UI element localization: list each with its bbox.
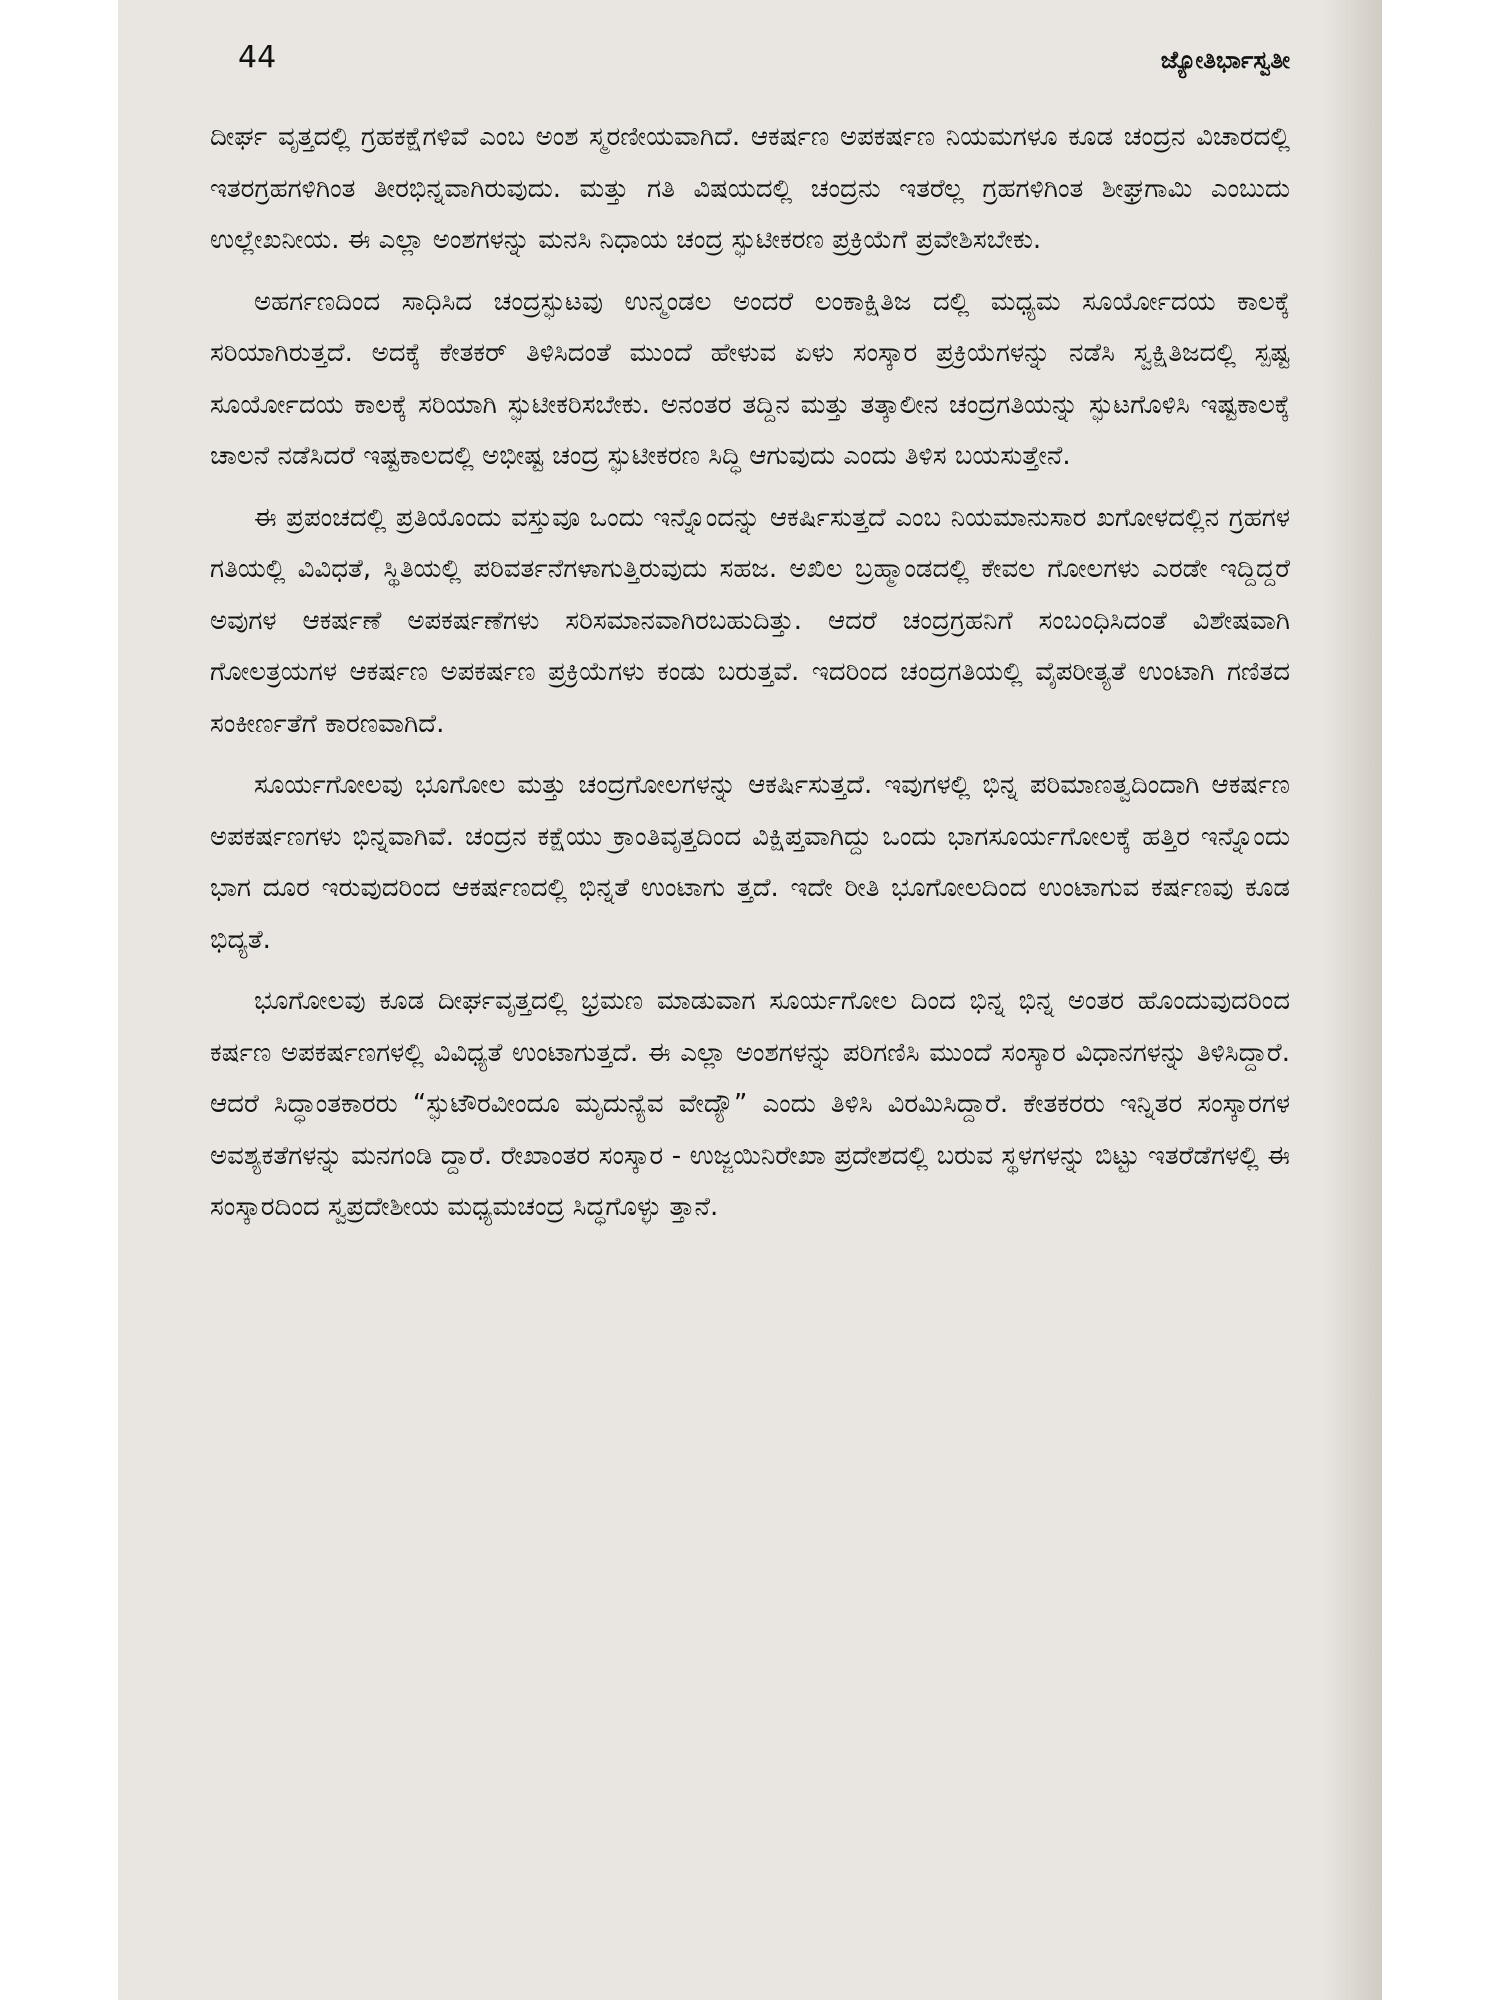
page-number: 44	[238, 40, 277, 75]
paragraph-5: ಭೂಗೋಲವು ಕೂಡ ದೀರ್ಘವೃತ್ತದಲ್ಲಿ ಭ್ರಮಣ ಮಾಡುವಾಗ ಸೂರ್ಯಗೋಲ ದಿಂದ ಭಿನ್ನ ಭಿನ್ನ ಅಂತರ ಹೊಂದುವುದರಿಂದ ಕರ್ಷಣ ಅಪಕರ್ಷಣಗಳಲ್ಲಿ ವಿವಿಧ್ಯತೆ ಉಂಟಾಗುತ್ತದೆ. ಈ ಎಲ್ಲಾ ಅಂಶಗಳನ್ನು ಪರಿಗಣಿಸಿ ಮುಂದೆ ಸಂಸ್ಕಾರ ವಿಧಾನಗಳನ್ನು ತಿಳಿಸಿದ್ದಾರೆ. ಆದರೆ ಸಿದ್ಧಾಂತಕಾರರು “ಸ್ಫುಟೌರವೀಂದೂ ಮೃದುನ್ಯೆವ ವೇದ್ಯೌ” ಎಂದು ತಿಳಿಸಿ ವಿರಮಿಸಿದ್ದಾರೆ. ಕೇತಕರರು ಇನ್ನಿತರ ಸಂಸ್ಕಾರಗಳ ಅವಶ್ಯಕತೆಗಳನ್ನು ಮನಗಂಡಿ ದ್ದಾರೆ. ರೇಖಾಂತರ ಸಂಸ್ಕಾರ - ಉಜ್ಜಯಿನಿರೇಖಾ ಪ್ರದೇಶದಲ್ಲಿ ಬರುವ ಸ್ಥಳಗಳನ್ನು ಬಿಟ್ಟು ಇತರೆಡೆಗಳಲ್ಲಿ ಈ ಸಂಸ್ಕಾರದಿಂದ ಸ್ವಪ್ರದೇಶೀಯ ಮಧ್ಯಮಚಂದ್ರ ಸಿದ್ಧಗೊಳ್ಳು ತ್ತಾನೆ.	[210, 986, 1290, 1222]
paragraph-3: ಈ ಪ್ರಪಂಚದಲ್ಲಿ ಪ್ರತಿಯೊಂದು ವಸ್ತುವೂ ಒಂದು ಇನ್ನೊಂದನ್ನು ಆಕರ್ಷಿಸುತ್ತದೆ ಎಂಬ ನಿಯಮಾನುಸಾರ ಖಗೋಳದಲ್ಲಿನ ಗ್ರಹಗಳ ಗತಿಯಲ್ಲಿ ವಿವಿಧತೆ, ಸ್ಥಿತಿಯಲ್ಲಿ ಪರಿವರ್ತನೆಗಳಾಗುತ್ತಿರುವುದು ಸಹಜ. ಅಖಿಲ ಬ್ರಹ್ಮಾಂಡದಲ್ಲಿ ಕೇವಲ ಗೋಲಗಳು ಎರಡೇ ಇದ್ದಿದ್ದರೆ ಅವುಗಳ ಆಕರ್ಷಣೆ ಅಪಕರ್ಷಣೆಗಳು ಸರಿಸಮಾನವಾಗಿರಬಹುದಿತ್ತು. ಆದರೆ ಚಂದ್ರಗ್ರಹನಿಗೆ ಸಂಬಂಧಿಸಿದಂತೆ ವಿಶೇಷವಾಗಿ ಗೋಲತ್ರಯಗಳ ಆಕರ್ಷಣ ಅಪಕರ್ಷಣ ಪ್ರಕ್ರಿಯೆಗಳು ಕಂಡು ಬರುತ್ತವೆ. ಇದರಿಂದ ಚಂದ್ರಗತಿಯಲ್ಲಿ ವೈಪರೀತ್ಯತೆ ಉಂಟಾಗಿ ಗಣಿತದ ಸಂಕೀರ್ಣತೆಗೆ ಕಾರಣವಾಗಿದೆ.	[210, 502, 1290, 739]
page-header	[210, 40, 1290, 94]
paragraph-2: ಅಹರ್ಗಣದಿಂದ ಸಾಧಿಸಿದ ಚಂದ್ರಸ್ಫುಟವು ಉನ್ಮಂಡಲ ಅಂದರೆ ಲಂಕಾಕ್ಷಿತಿಜ ದಲ್ಲಿ ಮಧ್ಯಮ ಸೂರ್ಯೋದಯ ಕಾಲಕ್ಕೆ ಸರಿಯಾಗಿರುತ್ತದೆ. ಅದಕ್ಕೆ ಕೇತಕರ್ ತಿಳಿಸಿದಂತೆ ಮುಂದೆ ಹೇಳುವ ಏಳು ಸಂಸ್ಕಾರ ಪ್ರಕ್ರಿಯೆಗಳನ್ನು ನಡೆಸಿ ಸ್ವಕ್ಷಿತಿಜದಲ್ಲಿ ಸ್ಪಷ್ಟ ಸೂರ್ಯೋದಯ ಕಾಲಕ್ಕೆ ಸರಿಯಾಗಿ ಸ್ಫುಟೀಕರಿಸಬೇಕು. ಅನಂತರ ತದ್ದಿನ ಮತ್ತು ತತ್ಕಾಲೀನ ಚಂದ್ರಗತಿಯನ್ನು ಸ್ಫುಟಗೊಳಿಸಿ ಇಷ್ಟಕಾಲಕ್ಕೆ ಚಾಲನೆ ನಡೆಸಿದರೆ ಇಷ್ಟಕಾಲದಲ್ಲಿ ಅಭೀಷ್ಟ ಚಂದ್ರ ಸ್ಫುಟೀಕರಣ ಸಿದ್ಧಿ ಆಗುವುದು ಎಂದು ತಿಳಿಸ ಬಯಸುತ್ತೇನೆ.	[210, 286, 1290, 471]
paragraph-4: ಸೂರ್ಯಗೋಲವು ಭೂಗೋಲ ಮತ್ತು ಚಂದ್ರಗೋಲಗಳನ್ನು ಆಕರ್ಷಿಸುತ್ತದೆ. ಇವುಗಳಲ್ಲಿ ಭಿನ್ನ ಪರಿಮಾಣತ್ವದಿಂದಾಗಿ ಆಕರ್ಷಣ ಅಪಕರ್ಷಣಗಳು ಭಿನ್ನವಾಗಿವೆ. ಚಂದ್ರನ ಕಕ್ಷೆಯು ಕ್ರಾಂತಿವೃತ್ತದಿಂದ ವಿಕ್ಷಿಪ್ತವಾಗಿದ್ದು ಒಂದು ಭಾಗಸೂರ್ಯಗೋಲಕ್ಕೆ ಹತ್ತಿರ ಇನ್ನೊಂದು ಭಾಗ ದೂರ ಇರುವುದರಿಂದ ಆಕರ್ಷಣದಲ್ಲಿ ಭಿನ್ನತೆ ಉಂಟಾಗು ತ್ತದೆ. ಇದೇ ರೀತಿ ಭೂಗೋಲದಿಂದ ಉಂಟಾಗುವ ಕರ್ಷಣವು ಕೂಡ ಭಿದ್ಯತೆ.	[210, 770, 1290, 955]
body-text	[210, 112, 1290, 1234]
running-head: ಜ್ಯೋತಿರ್ಭಾಸ್ವತೀ	[1160, 46, 1290, 74]
paragraph-1: ದೀರ್ಘ ವೃತ್ತದಲ್ಲಿ ಗ್ರಹಕಕ್ಷೆಗಳಿವೆ ಎಂಬ ಅಂಶ ಸ್ಮರಣೀಯವಾಗಿದೆ. ಆಕರ್ಷಣ ಅಪಕರ್ಷಣ ನಿಯಮಗಳೂ ಕೂಡ ಚಂದ್ರನ ವಿಚಾರದಲ್ಲಿ ಇತರಗ್ರಹಗಳಿಗಿಂತ ತೀರಭಿನ್ನವಾಗಿರುವುದು. ಮತ್ತು ಗತಿ ವಿಷಯದಲ್ಲಿ ಚಂದ್ರನು ಇತರೆಲ್ಲ ಗ್ರಹಗಳಿಗಿಂತ ಶೀಘ್ರಗಾಮಿ ಎಂಬುದು ಉಲ್ಲೇಖನೀಯ. ಈ ಎಲ್ಲಾ ಅಂಶಗಳನ್ನು ಮನಸಿ ನಿಧಾಯ ಚಂದ್ರ ಸ್ಫುಟೀಕರಣ ಪ್ರಕ್ರಿಯೆಗೆ ಪ್ರವೇಶಿಸಬೇಕು.	[210, 122, 1290, 255]
book-page	[118, 0, 1382, 2000]
